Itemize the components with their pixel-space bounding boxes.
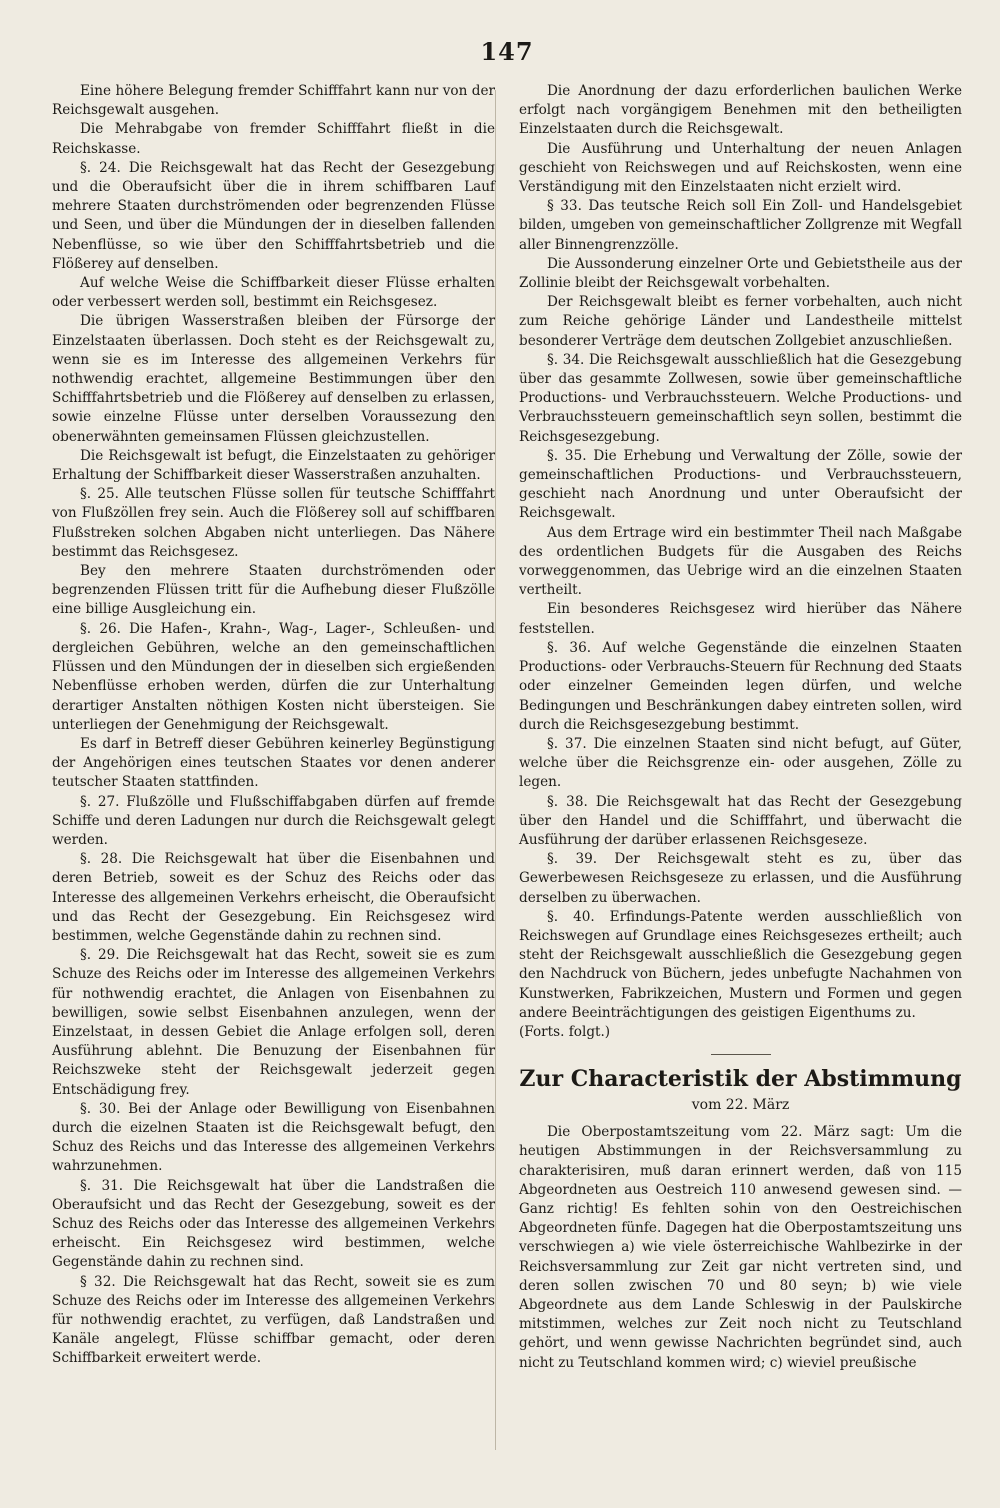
paragraph: §. 37. Die einzelnen Staaten sind nicht befugt, auf Güter, welche über die Reichsgrenze ein- oder ausgehen, Zölle zu legen. [519, 735, 962, 791]
text-columns [52, 82, 962, 1373]
paragraph: Bey den mehrere Staaten durchströmenden oder begrenzenden Flüssen tritt für die Aufhebung dieser Flußzölle eine billige Ausgleichung ein. [52, 563, 495, 618]
paragraph: §. 38. Die Reichsgewalt hat das Recht der Gesezgebung über den Handel und die Schifffahrt, und überwacht die Ausführung der darüber erlassenen Reichsgeseze. [519, 793, 962, 848]
paragraph: Ein besonderes Reichsgesez wird hierüber das Nähere feststellen. [519, 601, 962, 637]
paragraph: Der Reichsgewalt bleibt es ferner vorbehalten, auch nicht zum Reiche gehörige Länder und Landestheile mittelst besonderer Verträge dem deutschen Zollgebiet anzuschließen. [519, 294, 962, 349]
paragraph: §. 31. Die Reichsgewalt hat über die Landstraßen die Oberaufsicht und das Recht der Gesezgebung, soweit es der Schuz des Reichs oder das Interesse des allgemeinen Verkehrs erheischt. Ein Reichsgesez wird bestimmen, welche Gegenstände dahin zu rechnen sind. [52, 1177, 495, 1271]
page-number: 147 [480, 37, 534, 66]
paragraph: § 32. Die Reichsgewalt hat das Recht, soweit sie es zum Schuze des Reichs oder im Interesse des allgemeinen Verkehrs für nothwendig erachtet, zu verfügen, daß Landstraßen und Kanäle angelegt, Flüsse schiffbar gemacht, oder deren Schiffbarkeit erweitert werde. [52, 1273, 495, 1367]
column-divider [495, 90, 496, 1450]
paragraph: §. 28. Die Reichsgewalt hat über die Eisenbahnen und deren Betrieb, soweit es der Schuz des Reichs oder das Interesse des allgemeinen Verkehrs erheischt, die Oberaufsicht und das Recht der Gesezgebung. Ein Reichsgesez wird bestimmen, welche Gegenstände dahin zu rechnen sind. [52, 851, 495, 944]
section-rule [711, 1054, 771, 1055]
paragraph: Die Mehrabgabe von fremder Schifffahrt fließt in die Reichskasse. [52, 121, 495, 157]
paragraph: §. 25. Alle teutschen Flüsse sollen für teutsche Schifffahrt von Flußzöllen frey sein. Auch die Flößerey soll auf schiffbaren Flußstreken solchen Abgaben nicht unterliegen. Das Nähere bestimmt das Reichsgesez. [52, 486, 495, 560]
paragraph: Aus dem Ertrage wird ein bestimmter Theil nach Maßgabe des ordentlichen Budgets für die Ausgaben des Reichs vorweggenommen, das Uebrige wird an die einzelnen Staaten vertheilt. [519, 524, 962, 599]
paragraph: §. 36. Auf welche Gegenstände die einzelnen Staaten Productions- oder Verbrauchs-Steuern für Rechnung ded Staats oder einzelner Gemeinden legen dürfen, und welche Bedingungen und Beschränkungen dabey eintreten sollen, wird durch die Reichsgesezgebung bestimmt. [519, 639, 962, 733]
article-body: Die Oberpostamtszeitung vom 22. März sagt: Um die heutigen Abstimmungen in der Reichsversammlung zu charakterisiren, muß daran erinnert werden, daß von 115 Abgeordneten aus Oestreich 110 anwesend gewesen sind. — Ganz richtig! Es fehlten sohin von den Oestreichischen Abgeordneten fünfe. Dagegen hat die Oberpostamtszeitung uns verschwiegen a) wie viele österreichische Wahlbezirke in der Reichsversammlung zur Zeit gar nicht vertreten sind, und deren sollen zwischen 70 und 80 seyn; b) wie viele Abgeordnete aus dem Lande Schleswig in der Paulskirche mitstimmen, welches zur Zeit noch nicht zu Teutschland gehört, und wenn gewisse Nachrichten begründet sind, auch nicht zu Teutschland kommen wird; c) wieviel preußische [519, 1124, 962, 1371]
paragraph: Die Aussonderung einzelner Orte und Gebietstheile aus der Zollinie bleibt der Reichsgewalt vorbehalten. [519, 255, 962, 292]
paragraph: §. 39. Der Reichsgewalt steht es zu, über das Gewerbewesen Reichsgeseze zu erlassen, und die Ausführung derselben zu überwachen. [519, 851, 962, 906]
paragraph: Die Reichsgewalt ist befugt, die Einzelstaaten zu gehöriger Erhaltung der Schiffbarkeit dieser Wasserstraßen anzuhalten. [52, 447, 495, 484]
paragraph: Es darf in Betreff dieser Gebühren keinerley Begünstigung der Angehörigen eines teutschen Staates vor denen anderer teutscher Staaten stattfinden. [52, 735, 495, 791]
article-subtitle: vom 22. März [691, 1097, 790, 1114]
paragraph: Eine höhere Belegung fremder Schifffahrt kann nur von der Reichsgewalt ausgehen. [52, 83, 495, 119]
left-column [52, 82, 495, 1373]
right-column [519, 82, 962, 1373]
paragraph: §. 35. Die Erhebung und Verwaltung der Zölle, sowie der gemeinschaftlichen Productions- und Verbrauchssteuern, geschieht nach Anordnung und unter Oberaufsicht der Reichsgewalt. [519, 447, 962, 522]
paragraph: §. 26. Die Hafen-, Krahn-, Wag-, Lager-, Schleußen- und dergleichen Gebühren, welche an den gemeinschaftlichen Flüssen und den Mündungen der in dieselben sich ergießenden Nebenflüsse erhoben werden, dürfen die zur Unterhaltung derartiger Anstalten nöthigen Kosten nicht übersteigen. Sie unterliegen der Genehmigung der Reichsgewalt. [52, 620, 495, 733]
article-title: Zur Characteristik der Abstimmung [519, 1066, 962, 1093]
right-column-paragraphs [519, 82, 962, 1023]
paragraph: § 33. Das teutsche Reich soll Ein Zoll- und Handelsgebiet bilden, umgeben von gemeinschaftlicher Zollgrenze mit Wegfall aller Binnengrenzzölle. [519, 198, 962, 253]
paragraph: §. 40. Erfindungs-Patente werden ausschließlich von Reichswegen auf Grundlage eines Reichsgesezes ertheilt; auch steht der Reichsgewalt ausschließlich die Gesezgebung gegen den Nachdruck von Büchern, jedes unbefugte Nachahmen von Kunstwerken, Fabrikzeichen, Mustern und Formen und gegen andere Beeinträchtigungen des geistigen Eigenthums zu. [519, 908, 962, 1021]
paragraph: §. 34. Die Reichsgewalt ausschließlich hat die Gesezgebung über das gesammte Zollwesen, sowie über gemeinschaftliche Productions- und Verbrauchssteuern. Welche Productions- und Verbrauchssteuern gemeinschaftlich seyn sollen, bestimmt die Reichsgesezgebung. [519, 351, 962, 445]
paragraph: Auf welche Weise die Schiffbarkeit dieser Flüsse erhalten oder verbessert werden soll, bestimmt ein Reichsgesez. [52, 275, 495, 311]
paragraph: Die Ausführung und Unterhaltung der neuen Anlagen geschieht von Reichswegen und auf Reichskosten, wenn eine Verständigung mit den Einzelstaaten nicht erzielt wird. [519, 140, 962, 196]
paragraph: Die Anordnung der dazu erforderlichen baulichen Werke erfolgt nach vorgängigem Benehmen mit den betheiligten Einzelstaaten durch die Reichsgewalt. [519, 83, 962, 138]
paragraph: §. 30. Bei der Anlage oder Bewilligung von Eisenbahnen durch die eizelnen Staaten ist die Reichsgewalt befugt, den Schuz des Reichs und das Interesse des allgemeinen Verkehrs wahrzunehmen. [52, 1100, 495, 1175]
paragraph: Die übrigen Wasserstraßen bleiben der Fürsorge der Einzelstaaten überlassen. Doch steht es der Reichsgewalt zu, wenn sie es im Interesse des allgemeinen Verkehrs für nothwendig erachtet, allgemeine Bestimmungen über den Schifffahrtsbetrieb und die Flößerey auf denselben zu erlassen, sowie einzelne Flüsse unter derselben Voraussezung den obenerwähnten gemeinsamen Flüssen gleichzustellen. [52, 313, 495, 445]
paragraph: §. 27. Flußzölle und Flußschiffabgaben dürfen auf fremde Schiffe und deren Ladungen nur durch die Reichsgewalt gelegt werden. [52, 793, 495, 848]
paragraph: §. 29. Die Reichsgewalt hat das Recht, soweit sie es zum Schuze des Reichs oder im Interesse des allgemeinen Verkehrs für nothwendig erachtet, die Anlagen von Eisenbahnen zu bewilligen, sowie selbst Eisenbahnen anzulegen, wenn der Einzelstaat, in dessen Gebiet die Anlage erfolgen soll, deren Ausführung ablehnt. Die Benuzung der Eisenbahnen für Reichszweke steht der Reichsgewalt jederzeit gegen Entschädigung frey. [52, 947, 495, 1098]
paragraph: §. 24. Die Reichsgewalt hat das Recht der Gesezgebung und die Oberaufsicht über die in ihrem schiffbaren Lauf mehrere Staaten durchströmenden oder begrenzenden Flüsse und Seen, und über die Mündungen der in dieselben fallenden Nebenflüsse, so wie über den Schifffahrtsbetrieb und die Flößerey auf denselben. [52, 159, 495, 272]
continuation-note: (Forts. folgt.) [519, 1023, 611, 1040]
